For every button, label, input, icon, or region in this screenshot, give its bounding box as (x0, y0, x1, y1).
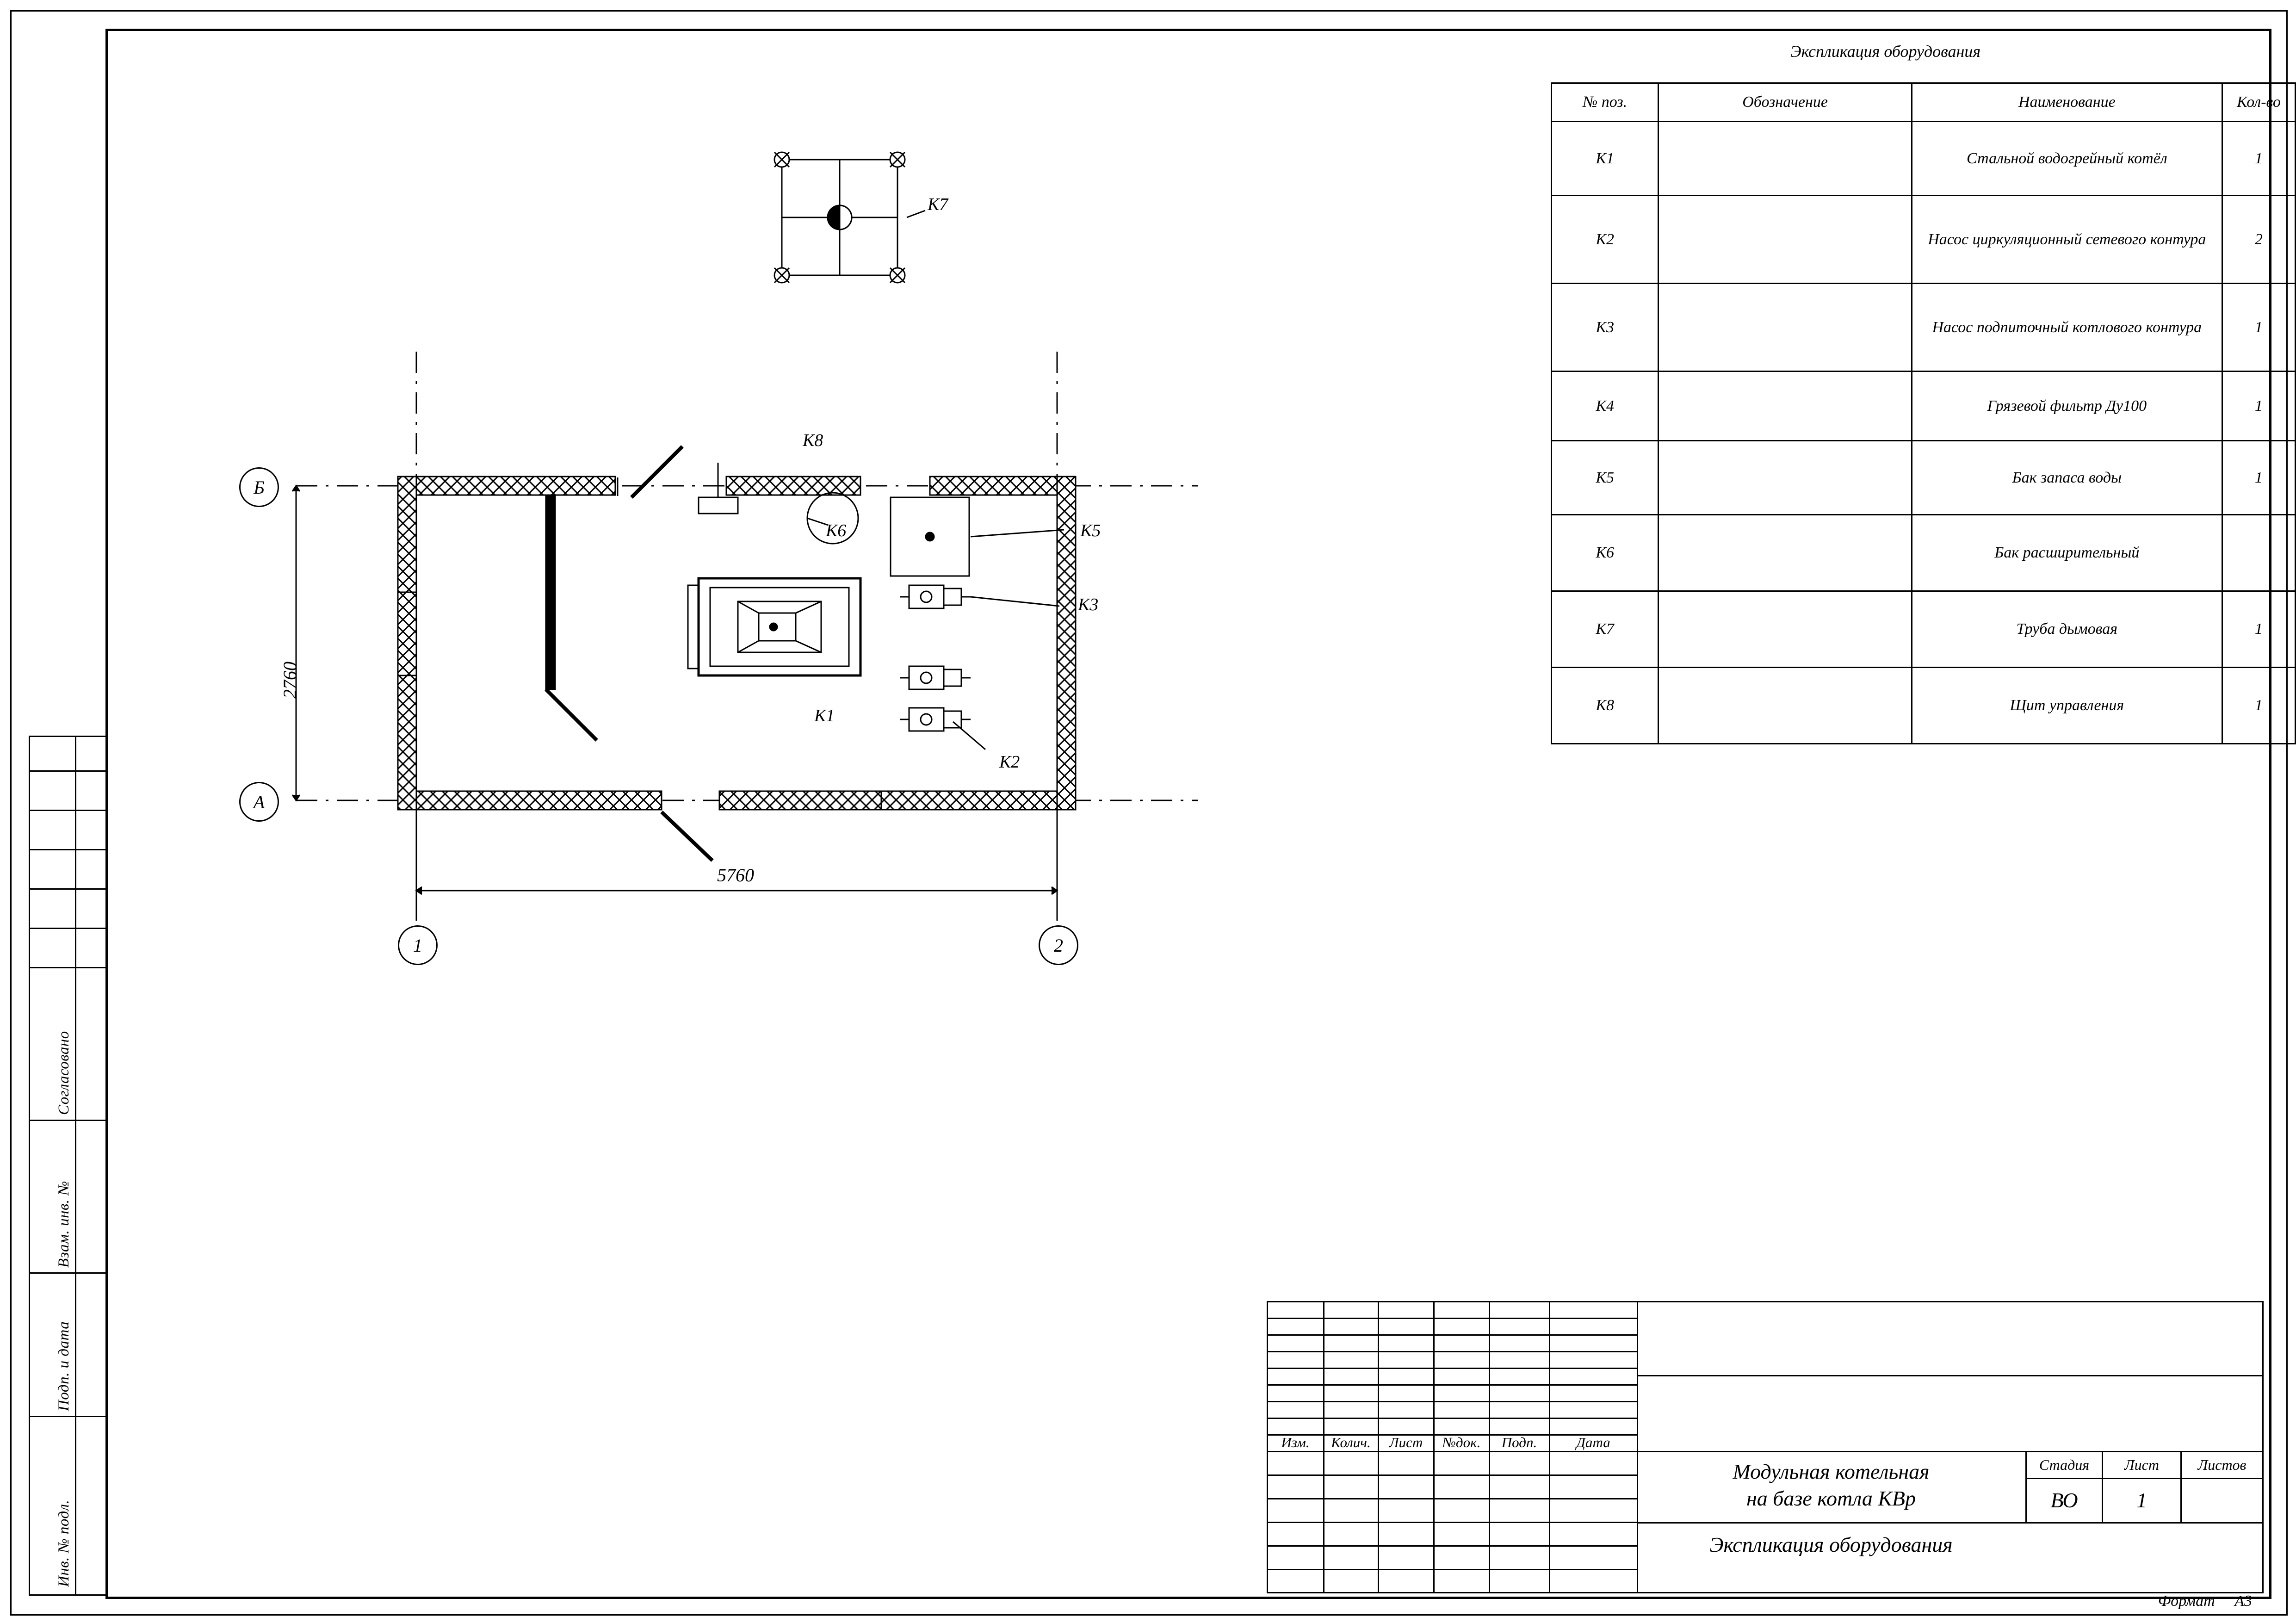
table-row (1552, 441, 2296, 515)
table-row (1552, 515, 2296, 591)
cell-name: Грязевой фильтр Ду100 (1912, 372, 2222, 441)
stage-value: ВО (2050, 1488, 2078, 1512)
cell-pos: К7 (1552, 591, 1659, 668)
callout-k1: К1 (814, 706, 835, 725)
callout-k3: К3 (1078, 595, 1099, 614)
callout-k2: К2 (999, 752, 1020, 772)
cell-pos: К5 (1552, 441, 1659, 515)
rev-header-podp: Подп. (1501, 1434, 1537, 1450)
cell-designation (1659, 122, 1912, 196)
left-label-soglasovano: Согласовано (56, 1031, 72, 1115)
cell-designation (1659, 668, 1912, 744)
cell-qty: 1 (2222, 122, 2295, 196)
cell-pos: К8 (1552, 668, 1659, 744)
header-pos: № поз. (1552, 83, 1659, 122)
format-note (2158, 1592, 2252, 1610)
axis-bubble-b: Б (239, 467, 279, 507)
header-designation: Обозначение (1659, 83, 1912, 122)
cell-name: Бак запаса воды (1912, 441, 2222, 515)
rev-header-ndok: №док. (1442, 1434, 1481, 1450)
cell-qty: 1 (2222, 284, 2295, 372)
cell-name: Щит управления (1912, 668, 2222, 744)
table-header-row (1552, 83, 2296, 122)
cell-pos: К4 (1552, 372, 1659, 441)
cell-qty: 1 (2222, 668, 2295, 744)
header-name: Наименование (1912, 83, 2222, 122)
left-label-podp-data: Подп. и дата (56, 1321, 72, 1411)
sheets-header: Листов (2197, 1456, 2246, 1473)
table-row (1552, 668, 2296, 744)
object-name-line2: на базе котла КВр (1746, 1487, 1916, 1510)
object-name-line1: Модульная котельная (1733, 1460, 1930, 1483)
cell-qty (2222, 515, 2295, 591)
svg-text:5760: 5760 (717, 865, 754, 886)
left-stamp-column (29, 736, 105, 1594)
header-qty: Кол-во (2222, 83, 2295, 122)
cell-designation (1659, 372, 1912, 441)
equipment-table (1551, 82, 2296, 744)
cell-pos: К3 (1552, 284, 1659, 372)
cell-qty: 2 (2222, 196, 2295, 284)
rev-header-data: Дата (1576, 1434, 1610, 1450)
cell-pos: К2 (1552, 196, 1659, 284)
cell-designation (1659, 284, 1912, 372)
cell-name: Стальной водогрейный котёл (1912, 122, 2222, 196)
axis-bubble-2: 2 (1039, 925, 1078, 965)
cell-name: Насос циркуляционный сетевого контура (1912, 196, 2222, 284)
cell-designation (1659, 515, 1912, 591)
drawing-name: Экспликация оборудования (1709, 1533, 1953, 1556)
format-value: А3 (2234, 1592, 2252, 1610)
axis-bubble-1: 1 (398, 925, 438, 965)
callout-k5: К5 (1080, 521, 1101, 540)
sheet-value: 1 (2136, 1488, 2147, 1512)
sheet-header: Лист (2124, 1456, 2159, 1473)
format-label: Формат (2158, 1592, 2215, 1610)
title-block (1267, 1301, 2264, 1593)
rev-header-kolich: Колич. (1331, 1434, 1371, 1450)
axis-bubble-a: А (239, 782, 279, 822)
stage-header: Стадия (2039, 1456, 2090, 1473)
table-row (1552, 122, 2296, 196)
table-row (1552, 591, 2296, 668)
rev-header-list: Лист (1389, 1434, 1423, 1450)
cell-qty: 1 (2222, 591, 2295, 668)
callout-k7: К7 (928, 195, 948, 214)
cell-pos: К1 (1552, 122, 1659, 196)
cell-designation (1659, 441, 1912, 515)
left-label-inv-podl: Инв. № подл. (56, 1499, 72, 1587)
cell-qty: 1 (2222, 441, 2295, 515)
table-row (1552, 284, 2296, 372)
table-row (1552, 372, 2296, 441)
svg-text:2760: 2760 (279, 662, 300, 699)
cell-designation (1659, 591, 1912, 668)
table-row (1552, 196, 2296, 284)
cell-name: Бак расширительный (1912, 515, 2222, 591)
cell-name: Труба дымовая (1912, 591, 2222, 668)
left-label-vzam: Взам. инв. № (56, 1181, 72, 1268)
cell-designation (1659, 196, 1912, 284)
cell-name: Насос подпиточный котлового контура (1912, 284, 2222, 372)
callout-k6: К6 (826, 521, 847, 540)
rev-header-izm: Изм. (1281, 1434, 1310, 1450)
callout-k8: К8 (803, 431, 823, 450)
cell-pos: К6 (1552, 515, 1659, 591)
cell-qty: 1 (2222, 372, 2295, 441)
equipment-table-title: Экспликация оборудования (1790, 42, 1981, 61)
